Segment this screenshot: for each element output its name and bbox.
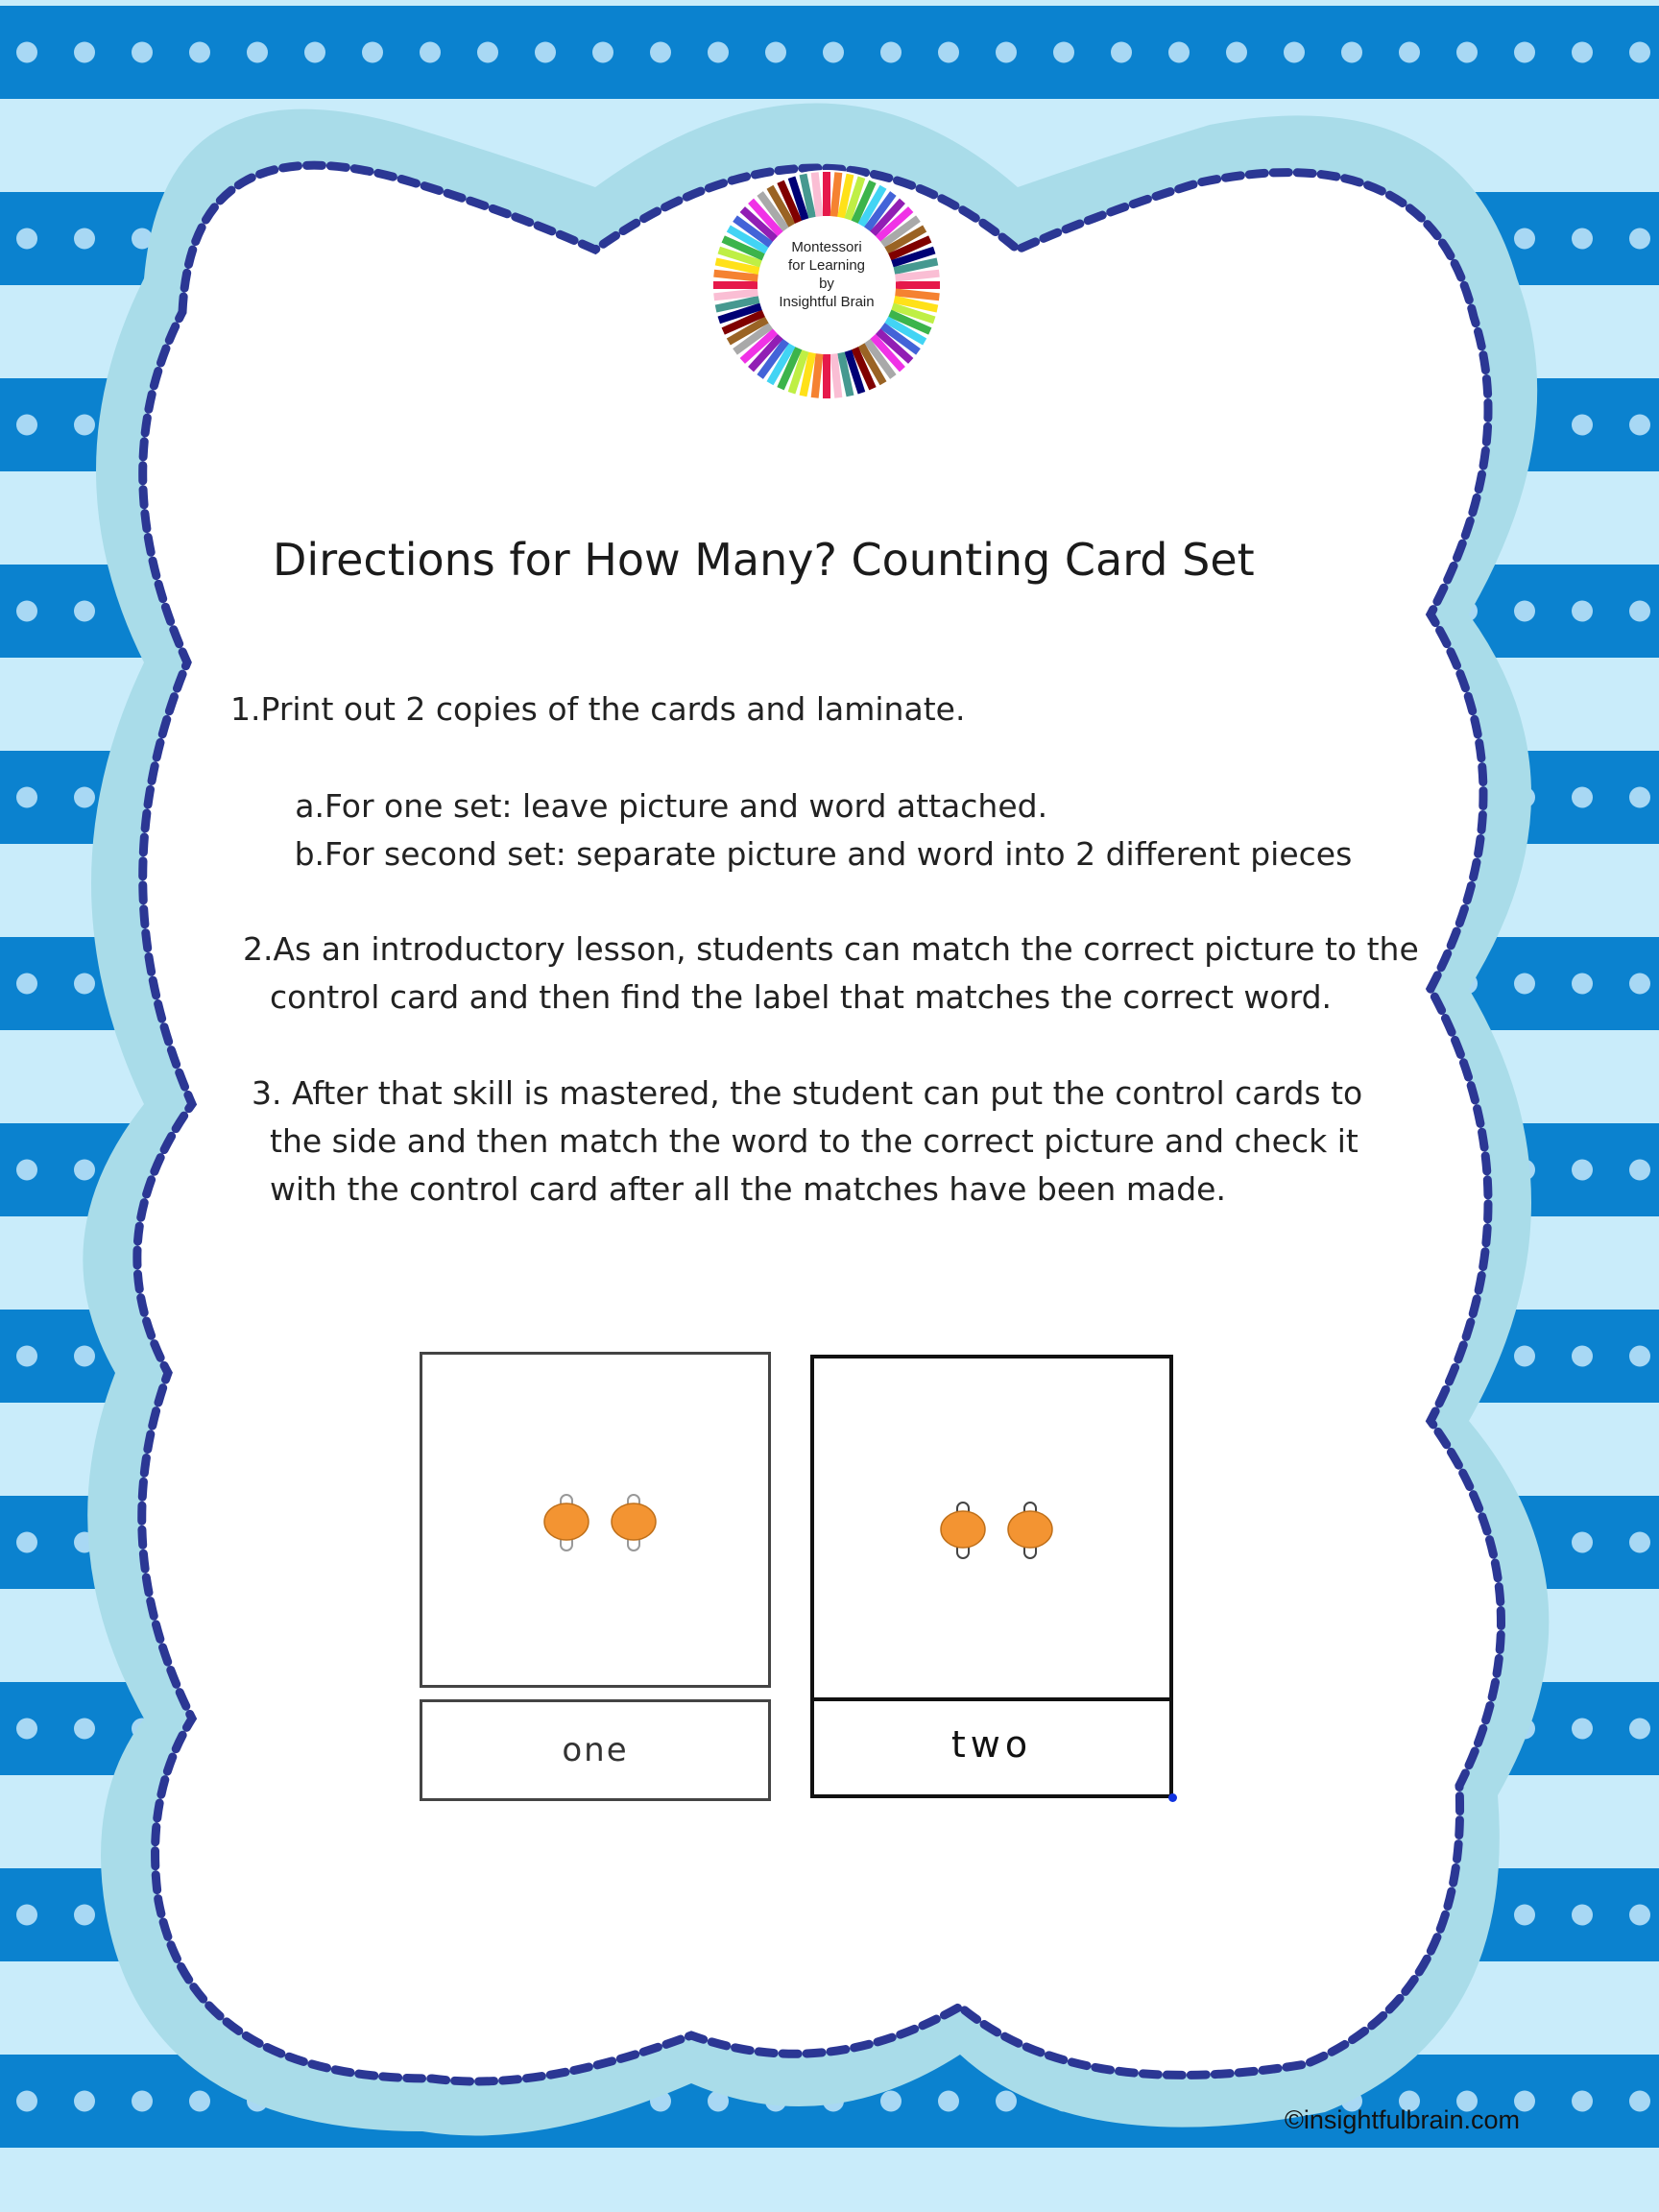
step-3-line-1: 3. After that skill is mastered, the student can put the control cards to [252,1074,1363,1112]
control-card-one-label [420,1699,771,1801]
step-1-number: 1. [230,690,261,728]
logo-line-1: Montessori [791,239,862,255]
step-1 [230,685,965,733]
card-word-one: one [562,1731,629,1769]
control-card-one-picture [420,1352,771,1688]
logo-text [769,238,884,311]
bead-pair-icon [422,1355,768,1685]
step-3-line-3: with the control card after all the matches have been made. [270,1170,1226,1208]
step-2-line-2: control card and then find the label that matches the correct word. [270,978,1333,1016]
step-2-line-1: 2.As an introductory lesson, students can match the correct picture to the [243,930,1419,968]
step-1-text: Print out 2 copies of the cards and laminate. [260,690,966,728]
control-card-two [810,1355,1173,1798]
logo-line-3: by [819,276,834,292]
step-1a-letter: a. [295,787,325,825]
resize-handle-dot [1168,1793,1177,1802]
step-1b [290,830,1352,878]
page-title: Directions for How Many? Counting Card Set [273,534,1255,586]
logo-line-4: Insightful Brain [779,294,875,310]
logo-line-2: for Learning [787,257,866,274]
step-1a-text: For one set: leave picture and word attached. [325,787,1048,825]
card-word-two: two [950,1723,1033,1766]
step-1a [290,782,1047,830]
step-3-line-2: the side and then match the word to the correct picture and check it [270,1122,1358,1160]
step-1b-letter: b. [294,835,325,873]
footer-copyright: ©insightfulbrain.com [1285,2105,1521,2134]
step-1b-text: For second set: separate picture and word into 2 different pieces [325,835,1353,873]
